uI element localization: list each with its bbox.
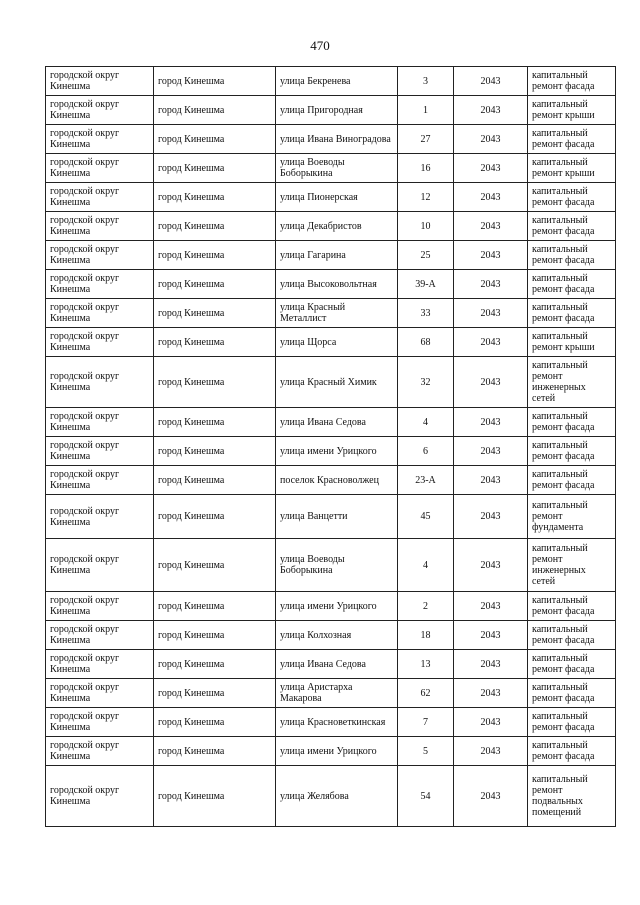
year-cell: 2043 (454, 67, 528, 96)
house-number-cell: 39-А (398, 270, 454, 299)
work-type-cell: капитальный ремонт фасада (528, 241, 616, 270)
district-cell: городской округ Кинешма (46, 357, 154, 408)
work-type-cell: капитальный ремонт фасада (528, 408, 616, 437)
work-type-cell: капитальный ремонт фасада (528, 592, 616, 621)
table-row (46, 650, 616, 679)
table-row (46, 241, 616, 270)
house-number-cell: 3 (398, 67, 454, 96)
district-cell: городской округ Кинешма (46, 408, 154, 437)
table-row (46, 96, 616, 125)
work-type-cell: капитальный ремонт фасада (528, 183, 616, 212)
city-cell: город Кинешма (154, 183, 276, 212)
district-cell: городской округ Кинешма (46, 154, 154, 183)
city-cell: город Кинешма (154, 96, 276, 125)
year-cell: 2043 (454, 650, 528, 679)
house-number-cell: 10 (398, 212, 454, 241)
street-cell: улица Ивана Седова (276, 408, 398, 437)
house-number-cell: 33 (398, 299, 454, 328)
table-row (46, 154, 616, 183)
year-cell: 2043 (454, 183, 528, 212)
work-type-cell: капитальный ремонт фасада (528, 737, 616, 766)
work-type-cell: капитальный ремонт фасада (528, 650, 616, 679)
house-number-cell: 4 (398, 539, 454, 592)
street-cell: улица Красный Металлист (276, 299, 398, 328)
district-cell: городской округ Кинешма (46, 708, 154, 737)
district-cell: городской округ Кинешма (46, 679, 154, 708)
city-cell: город Кинешма (154, 357, 276, 408)
year-cell: 2043 (454, 737, 528, 766)
city-cell: город Кинешма (154, 270, 276, 299)
city-cell: город Кинешма (154, 299, 276, 328)
work-type-cell: капитальный ремонт фасада (528, 708, 616, 737)
city-cell: город Кинешма (154, 328, 276, 357)
district-cell: городской округ Кинешма (46, 437, 154, 466)
house-number-cell: 27 (398, 125, 454, 154)
work-type-cell: капитальный ремонт фасада (528, 212, 616, 241)
table-row (46, 708, 616, 737)
year-cell: 2043 (454, 357, 528, 408)
work-type-cell: капитальный ремонт фасада (528, 299, 616, 328)
street-cell: улица имени Урицкого (276, 737, 398, 766)
district-cell: городской округ Кинешма (46, 539, 154, 592)
street-cell: улица Воеводы Боборыкина (276, 154, 398, 183)
year-cell: 2043 (454, 299, 528, 328)
house-number-cell: 18 (398, 621, 454, 650)
work-type-cell: капитальный ремонт крыши (528, 96, 616, 125)
street-cell: улица Ивана Виноградова (276, 125, 398, 154)
year-cell: 2043 (454, 270, 528, 299)
year-cell: 2043 (454, 437, 528, 466)
house-number-cell: 4 (398, 408, 454, 437)
table-row (46, 466, 616, 495)
street-cell: улица Ивана Седова (276, 650, 398, 679)
table-row (46, 408, 616, 437)
street-cell: улица Высоковольтная (276, 270, 398, 299)
year-cell: 2043 (454, 621, 528, 650)
house-number-cell: 16 (398, 154, 454, 183)
district-cell: городской округ Кинешма (46, 495, 154, 539)
district-cell: городской округ Кинешма (46, 737, 154, 766)
work-type-cell: капитальный ремонт фасада (528, 437, 616, 466)
year-cell: 2043 (454, 154, 528, 183)
house-number-cell: 25 (398, 241, 454, 270)
work-type-cell: капитальный ремонт фундамента (528, 495, 616, 539)
work-type-cell: капитальный ремонт фасада (528, 67, 616, 96)
table-row (46, 679, 616, 708)
district-cell: городской округ Кинешма (46, 212, 154, 241)
work-type-cell: капитальный ремонт подвальных помещений (528, 766, 616, 827)
work-type-cell: капитальный ремонт инженерных сетей (528, 357, 616, 408)
street-cell: улица Колхозная (276, 621, 398, 650)
house-number-cell: 23-А (398, 466, 454, 495)
work-type-cell: капитальный ремонт инженерных сетей (528, 539, 616, 592)
street-cell: улица Щорса (276, 328, 398, 357)
street-cell: улица Аристарха Макарова (276, 679, 398, 708)
year-cell: 2043 (454, 328, 528, 357)
work-type-cell: капитальный ремонт крыши (528, 328, 616, 357)
city-cell: город Кинешма (154, 539, 276, 592)
table-row (46, 270, 616, 299)
street-cell: улица Пионерская (276, 183, 398, 212)
year-cell: 2043 (454, 408, 528, 437)
table-row (46, 495, 616, 539)
table-row (46, 437, 616, 466)
year-cell: 2043 (454, 708, 528, 737)
street-cell: улица Гагарина (276, 241, 398, 270)
table-row (46, 299, 616, 328)
city-cell: город Кинешма (154, 466, 276, 495)
district-cell: городской округ Кинешма (46, 241, 154, 270)
city-cell: город Кинешма (154, 241, 276, 270)
city-cell: город Кинешма (154, 437, 276, 466)
work-type-cell: капитальный ремонт фасада (528, 270, 616, 299)
street-cell: улица имени Урицкого (276, 437, 398, 466)
table-row (46, 539, 616, 592)
city-cell: город Кинешма (154, 592, 276, 621)
city-cell: город Кинешма (154, 408, 276, 437)
house-number-cell: 68 (398, 328, 454, 357)
street-cell: улица Пригородная (276, 96, 398, 125)
city-cell: город Кинешма (154, 737, 276, 766)
table-row (46, 737, 616, 766)
street-cell: улица Красноветкинская (276, 708, 398, 737)
district-cell: городской округ Кинешма (46, 650, 154, 679)
street-cell: улица Желябова (276, 766, 398, 827)
year-cell: 2043 (454, 495, 528, 539)
table-row (46, 621, 616, 650)
table-row (46, 125, 616, 154)
city-cell: город Кинешма (154, 766, 276, 827)
house-number-cell: 7 (398, 708, 454, 737)
street-cell: улица имени Урицкого (276, 592, 398, 621)
table-row (46, 766, 616, 827)
city-cell: город Кинешма (154, 708, 276, 737)
district-cell: городской округ Кинешма (46, 270, 154, 299)
street-cell: улица Воеводы Боборыкина (276, 539, 398, 592)
district-cell: городской округ Кинешма (46, 592, 154, 621)
district-cell: городской округ Кинешма (46, 328, 154, 357)
district-cell: городской округ Кинешма (46, 766, 154, 827)
year-cell: 2043 (454, 96, 528, 125)
work-type-cell: капитальный ремонт фасада (528, 679, 616, 708)
district-cell: городской округ Кинешма (46, 621, 154, 650)
city-cell: город Кинешма (154, 650, 276, 679)
year-cell: 2043 (454, 592, 528, 621)
work-type-cell: капитальный ремонт фасада (528, 466, 616, 495)
house-number-cell: 32 (398, 357, 454, 408)
house-number-cell: 13 (398, 650, 454, 679)
table-row (46, 212, 616, 241)
house-number-cell: 2 (398, 592, 454, 621)
year-cell: 2043 (454, 679, 528, 708)
house-number-cell: 62 (398, 679, 454, 708)
table-row (46, 328, 616, 357)
city-cell: город Кинешма (154, 679, 276, 708)
table-row (46, 183, 616, 212)
year-cell: 2043 (454, 241, 528, 270)
house-number-cell: 12 (398, 183, 454, 212)
house-number-cell: 45 (398, 495, 454, 539)
street-cell: улица Декабристов (276, 212, 398, 241)
work-type-cell: капитальный ремонт крыши (528, 154, 616, 183)
table-row (46, 592, 616, 621)
city-cell: город Кинешма (154, 621, 276, 650)
city-cell: город Кинешма (154, 67, 276, 96)
table-row (46, 67, 616, 96)
house-number-cell: 1 (398, 96, 454, 125)
repair-registry-table (45, 66, 616, 827)
city-cell: город Кинешма (154, 154, 276, 183)
city-cell: город Кинешма (154, 495, 276, 539)
street-cell: улица Ванцетти (276, 495, 398, 539)
street-cell: улица Красный Химик (276, 357, 398, 408)
district-cell: городской округ Кинешма (46, 466, 154, 495)
work-type-cell: капитальный ремонт фасада (528, 125, 616, 154)
table-row (46, 357, 616, 408)
house-number-cell: 5 (398, 737, 454, 766)
year-cell: 2043 (454, 539, 528, 592)
district-cell: городской округ Кинешма (46, 299, 154, 328)
district-cell: городской округ Кинешма (46, 67, 154, 96)
district-cell: городской округ Кинешма (46, 125, 154, 154)
house-number-cell: 6 (398, 437, 454, 466)
district-cell: городской округ Кинешма (46, 183, 154, 212)
district-cell: городской округ Кинешма (46, 96, 154, 125)
street-cell: поселок Красноволжец (276, 466, 398, 495)
work-type-cell: капитальный ремонт фасада (528, 621, 616, 650)
house-number-cell: 54 (398, 766, 454, 827)
city-cell: город Кинешма (154, 212, 276, 241)
year-cell: 2043 (454, 212, 528, 241)
city-cell: город Кинешма (154, 125, 276, 154)
page-number: 470 (310, 38, 330, 53)
street-cell: улица Бекренева (276, 67, 398, 96)
year-cell: 2043 (454, 766, 528, 827)
year-cell: 2043 (454, 125, 528, 154)
year-cell: 2043 (454, 466, 528, 495)
table-body (46, 67, 616, 827)
